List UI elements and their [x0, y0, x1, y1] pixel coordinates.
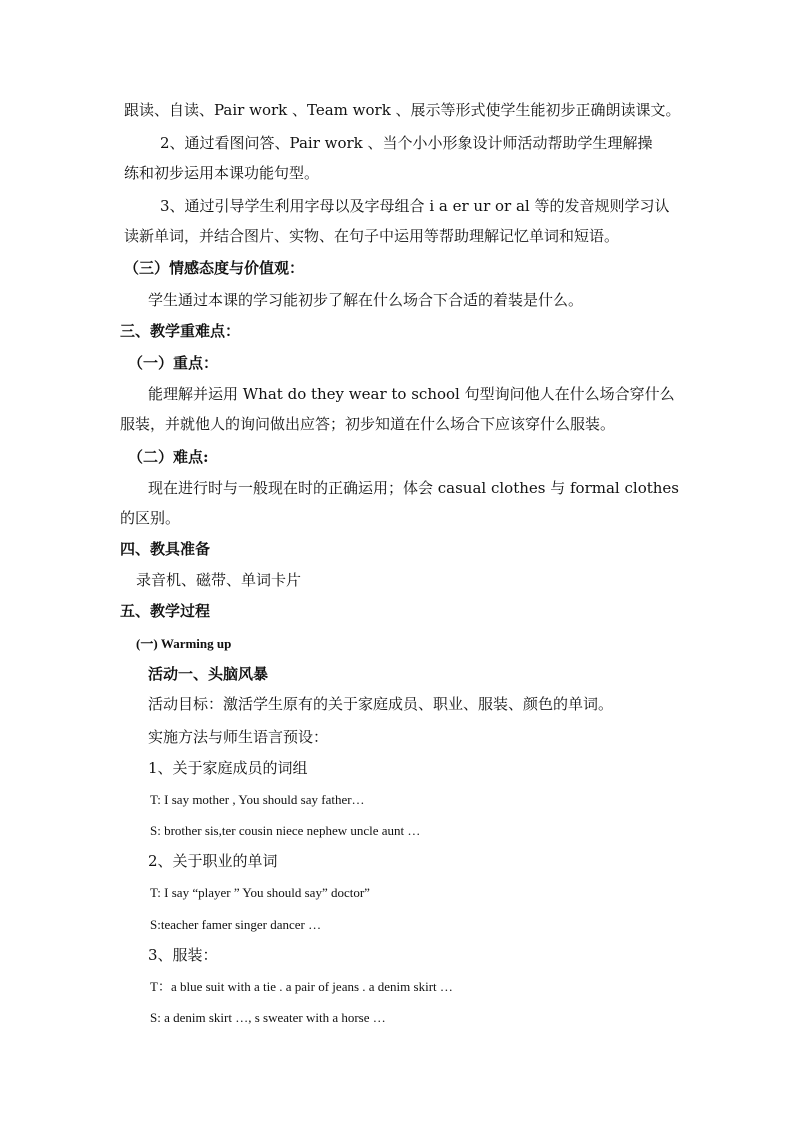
- list-item: 3、服装：: [148, 946, 218, 964]
- body-text-line: 活动目标：激活学生原有的关于家庭成员、职业、服装、颜色的单词。: [148, 695, 614, 713]
- body-text-line: 现在进行时与一般现在时的正确运用；体会 casual clothes 与 formal clothes: [148, 479, 679, 497]
- section-heading: 三、教学重难点：: [120, 322, 241, 340]
- section-subheading: （二）难点:: [128, 448, 209, 466]
- body-text-line: 读新单词，并结合图片、实物、在句子中运用等帮助理解记忆单词和短语。: [124, 227, 620, 245]
- dialogue-line: T: I say mother , You should say father…: [150, 792, 365, 807]
- body-text-line: 2、通过看图问答、Pair work 、当个小小形象设计师活动帮助学生理解操: [160, 134, 653, 152]
- section-heading: 四、教具准备: [120, 540, 211, 558]
- body-text-line: 跟读、自读、Pair work 、Team work 、展示等形式使学生能初步正确朗读课文。: [124, 101, 681, 119]
- section-subheading: （三）情感态度与价值观：: [124, 259, 305, 277]
- section-subheading: （一）重点：: [128, 354, 219, 372]
- dialogue-line: T: I say “player ” You should say” doctor”: [150, 885, 370, 900]
- body-text-line: 3、通过引导学生利用字母以及字母组合 i a er ur or al 等的发音规则学习认: [160, 197, 670, 215]
- body-text-line: 服装，并就他人的询问做出应答；初步知道在什么场合下应该穿什么服装。: [120, 415, 616, 433]
- list-item: 2、关于职业的单词: [148, 852, 278, 870]
- section-heading: 五、教学过程: [120, 602, 211, 620]
- list-item: 1、关于家庭成员的词组: [148, 759, 308, 777]
- section-subheading: (一) Warming up: [136, 636, 232, 651]
- dialogue-line: S: brother sis,ter cousin niece nephew uncle aunt …: [150, 823, 421, 838]
- body-text-line: 能理解并运用 What do they wear to school 句型询问他人在什么场合穿什么: [148, 385, 675, 403]
- body-text-line: 的区别。: [120, 509, 181, 527]
- body-text-line: 学生通过本课的学习能初步了解在什么场合下合适的着装是什么。: [148, 291, 584, 309]
- body-text-line: 录音机、磁带、单词卡片: [136, 571, 302, 589]
- activity-title: 活动一、头脑风暴: [148, 665, 269, 683]
- dialogue-line: T：a blue suit with a tie . a pair of jeans . a denim skirt …: [150, 979, 453, 994]
- body-text-line: 实施方法与师生语言预设：: [148, 728, 329, 746]
- dialogue-line: S: a denim skirt …, s sweater with a horse …: [150, 1010, 386, 1025]
- body-text-line: 练和初步运用本课功能句型。: [124, 164, 320, 182]
- dialogue-line: S:teacher famer singer dancer …: [150, 917, 322, 932]
